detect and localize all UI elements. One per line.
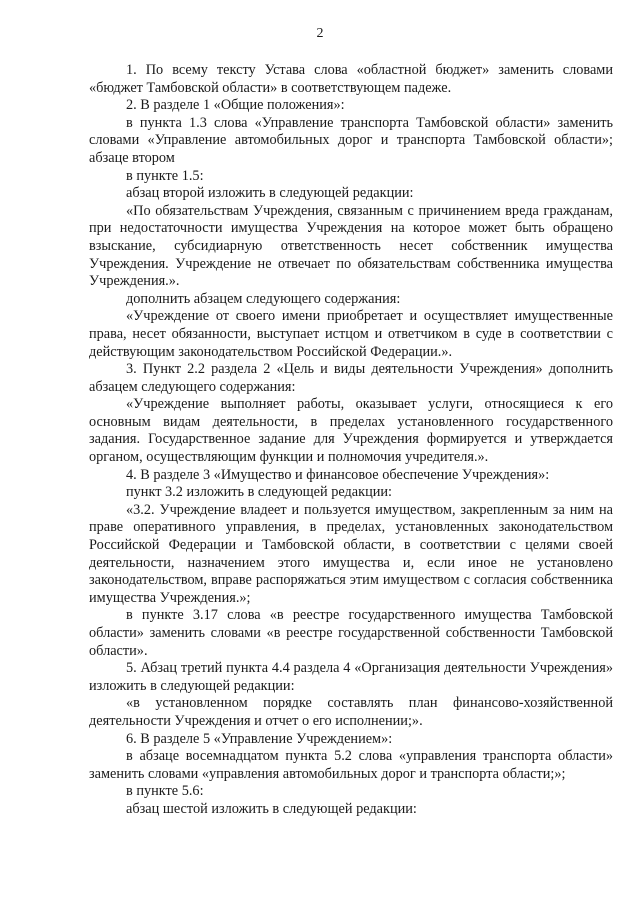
paragraph-15: 5. Абзац третий пункта 4.4 раздела 4 «Организация деятельности Учреждения» изложить в следующей редакции: bbox=[89, 660, 613, 694]
paragraph-10: «Учреждение выполняет работы, оказывает услуги, относящиеся к его основным видам деятельности, в пределах установленного государственного задания. Государственное задание для Учреждения формируется и утверждается органом, осуществляющим функции и полномочия учредителя.». bbox=[89, 396, 613, 466]
paragraph-18: в абзаце восемнадцатом пункта 5.2 слова «управления транспорта области» заменить словами «управления автомобильных дорог и транспорта области;»; bbox=[89, 748, 613, 782]
paragraph-11: 4. В разделе 3 «Имущество и финансовое обеспечение Учреждения»: bbox=[126, 466, 550, 483]
paragraph-7: дополнить абзацем следующего содержания: bbox=[126, 290, 401, 307]
paragraph-9: 3. Пункт 2.2 раздела 2 «Цель и виды деятельности Учреждения» дополнить абзацем следующего содержания: bbox=[89, 361, 613, 395]
paragraph-6: «По обязательствам Учреждения, связанным с причинением вреда гражданам, при недостаточности имущества Учреждения на которое может быть обращено взыскание, субсидиарную ответственность несет собственник имущества Учреждения. Учреждение не отвечает по обязательствам собственника имущества Учреждения.». bbox=[89, 202, 613, 290]
paragraph-16: «в установленном порядке составлять план финансово-хозяйственной деятельности Учреждения и отчет о его исполнении;». bbox=[89, 695, 613, 729]
page-number: 2 bbox=[316, 26, 324, 41]
paragraph-1: 1. По всему тексту Устава слова «областной бюджет» заменить словами «бюджет Тамбовской области» в соответствующем падеже. bbox=[89, 62, 613, 96]
paragraph-2: 2. В разделе 1 «Общие положения»: bbox=[126, 97, 345, 114]
paragraph-13: «3.2. Учреждение владеет и пользуется имуществом, закрепленным за ним на праве оперативного управления, в пределах, установленных законодательством Российской Федерации и Тамбовской области, в соответствии с целями своей деятельности, назначением этого имущества и, если иное не установлено законодательством, вправе распоряжаться этим имуществом с согласия собственника имущества Учреждения.»; bbox=[89, 501, 613, 606]
document-body bbox=[89, 62, 613, 819]
paragraph-17: 6. В разделе 5 «Управление Учреждением»: bbox=[126, 730, 393, 747]
paragraph-8: «Учреждение от своего имени приобретает и осуществляет имущественные права, несет обязанности, выступает истцом и ответчиком в суде в соответствии с действующим законодательством Российской Федерации.». bbox=[89, 308, 613, 360]
paragraph-20: абзац шестой изложить в следующей редакции: bbox=[126, 800, 417, 817]
paragraph-4: в пункте 1.5: bbox=[126, 167, 204, 184]
paragraph-19: в пункте 5.6: bbox=[126, 783, 204, 800]
paragraph-12: пункт 3.2 изложить в следующей редакции: bbox=[126, 484, 393, 501]
paragraph-14: в пункте 3.17 слова «в реестре государственного имущества Тамбовской области» заменить словами «в реестре государственной собственности Тамбовской области». bbox=[89, 607, 613, 659]
paragraph-5: абзац второй изложить в следующей редакции: bbox=[126, 185, 414, 202]
paragraph-3: в пункта 1.3 слова «Управление транспорта Тамбовской области» заменить словами «Управление автомобильных дорог и транспорта Тамбовской области»; абзаце втором bbox=[89, 114, 613, 166]
